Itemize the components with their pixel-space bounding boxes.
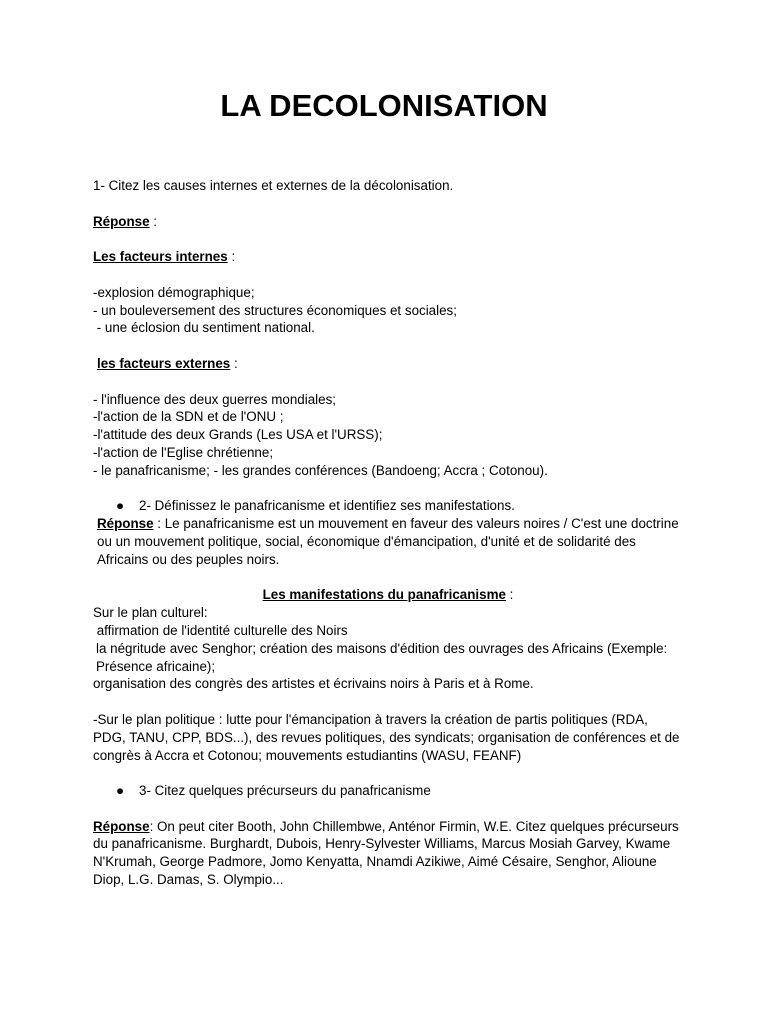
- reponse-label: Réponse: [93, 213, 150, 229]
- question-2: [93, 497, 683, 515]
- externes-heading: les facteurs externes: [97, 355, 231, 371]
- q3-reponse: [93, 818, 683, 889]
- culturel-line: la négritude avec Senghor; création des maisons d'édition des ouvrages des Africains (Exemple: Présence africaine);: [96, 640, 668, 674]
- question-3: [93, 782, 683, 800]
- q2-reponse-text: : Le panafricanisme est un mouvement en faveur des valeurs noires / C'est une doctrine ou un mouvement politique, social, économique d'émancipation, d'unité et de solidarité des Africains ou des peuples noirs.: [97, 516, 679, 567]
- reponse-suffix: :: [149, 213, 158, 229]
- bullet-icon: ●: [116, 783, 125, 799]
- reponse-label: Réponse: [93, 818, 150, 834]
- externes-suffix: :: [230, 355, 238, 371]
- spacer: [93, 569, 683, 587]
- document-title: LA DECOLONISATION: [220, 88, 548, 123]
- spacer: [93, 195, 683, 213]
- spacer: [93, 373, 683, 391]
- internes-item: -explosion démographique;: [93, 284, 255, 300]
- externes-item: - l'influence des deux guerres mondiales;: [93, 391, 336, 407]
- internes-item: - une éclosion du sentiment national.: [93, 320, 315, 336]
- question-2-text: 2- Définissez le panafricanisme et identifiez ses manifestations.: [139, 498, 515, 514]
- spacer: [93, 266, 683, 284]
- externes-item: -l'action de la SDN et de l'ONU ;: [93, 409, 284, 425]
- externes-item: -l'attitude des deux Grands (Les USA et l'URSS);: [93, 427, 383, 443]
- q1-reponse: [93, 213, 683, 231]
- spacer: [93, 230, 683, 248]
- q2-reponse: [93, 515, 683, 568]
- spacer: [93, 693, 683, 711]
- internes-heading: Les facteurs internes: [93, 249, 228, 265]
- externes-item: - le panafricanisme; - les grandes conférences (Bandoeng; Accra ; Cotonou).: [93, 462, 548, 478]
- internes-item: - un bouleversement des structures économiques et sociales;: [93, 302, 457, 318]
- externes-heading-line: [93, 355, 683, 373]
- culturel-line: organisation des congrès des artistes et écrivains noirs à Paris et à Rome.: [93, 676, 534, 692]
- politique-paragraph: -Sur le plan politique : lutte pour l'émancipation à travers la création de partis politiques (RDA, PDG, TANU, CPP, BDS...), des revues politiques, des syndicats; organisation de conférences et de congrès à Accra et Cotonou; mouvements estudiantins (WASU, FEANF): [93, 711, 680, 763]
- question-3-text: 3- Citez quelques précurseurs du panafricanisme: [139, 783, 431, 799]
- question-1: 1- Citez les causes internes et externes de la décolonisation.: [93, 178, 454, 193]
- reponse-label: Réponse: [97, 516, 154, 532]
- externes-item: -l'action de l'Eglise chrétienne;: [93, 444, 274, 460]
- spacer: [93, 480, 683, 498]
- internes-suffix: :: [227, 249, 236, 265]
- spacer: [93, 337, 683, 355]
- culturel-line: Sur le plan culturel:: [93, 605, 208, 621]
- spacer: [93, 800, 683, 818]
- q3-reponse-text: : On peut citer Booth, John Chillembwe, Anténor Firmin, W.E. Citez quelques précurseurs du panafricanisme. Burghardt, Dubois, Henry-Sylvester Williams, Marcus Mosiah Garvey, Kwame N'Krumah, George Padmore, Jomo Kenyatta, Nnamdi Azikiwe, Aimé Césaire, Senghor, Alioune Diop, L.G. Damas, S. Olympio...: [93, 818, 679, 888]
- document-body: [93, 177, 683, 889]
- bullet-icon: ●: [116, 498, 125, 514]
- spacer: [93, 764, 683, 782]
- culturel-line: affirmation de l'identité culturelle des Noirs: [93, 622, 348, 638]
- manif-suffix: :: [505, 587, 514, 603]
- manif-heading: Les manifestations du panafricanisme: [262, 587, 506, 603]
- internes-heading-line: [93, 248, 683, 266]
- manif-heading-line: [93, 586, 683, 604]
